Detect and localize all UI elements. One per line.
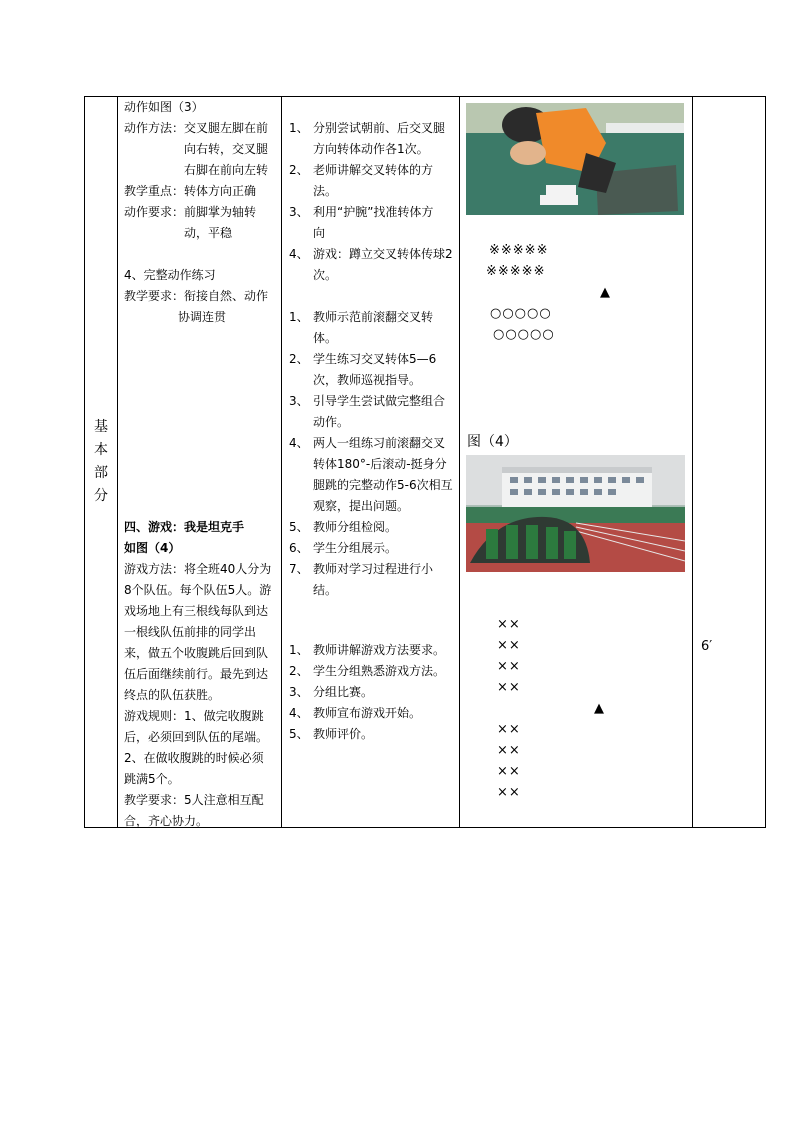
content-line: 右脚在前向左转 [184,163,269,177]
step-number: 1、 [289,310,309,324]
photo-student-crouch [466,103,684,215]
content-column [118,97,282,828]
step-number: 4、 [289,247,309,261]
section-char: 部 [94,465,108,481]
step-text: 学生练习交叉转体5—6 [313,352,437,366]
step-text: 教师分组检阅。 [313,520,398,534]
formation-c-row: ×× [497,617,521,632]
time-column [693,97,766,828]
step-number: 6、 [289,541,309,555]
lesson-plan-table [84,96,766,828]
step-text: 向 [313,226,326,240]
step-text: 利用“护腕”找准转体方 [313,205,434,219]
formation-c-row: ×× [497,680,521,695]
step-text: 转体180°-后滚动-挺身分 [313,457,447,471]
content-line: 伍后面继续前行。最先到达 [124,667,269,681]
content-line: 教学要求：衔接自然、动作 [124,289,269,303]
method-column [282,97,460,828]
step-text: 结。 [313,583,338,597]
section-char: 分 [94,488,108,504]
step-text: 教师讲解游戏方法要求。 [313,643,446,657]
step-number: 7、 [289,562,309,576]
content-line: 游戏规则：1、做完收腹跳 [124,709,264,723]
formation-a-row: ※※※※※ [486,264,546,279]
step-number: 1、 [289,643,309,657]
game-figure-ref: 如图（4） [124,541,181,555]
content-line: 8个队伍。每个队伍5人。游 [124,583,272,597]
content-line: 来，做五个收腹跳后回到队 [124,646,269,660]
step-text: 教师示范前滚翻交叉转 [313,310,434,324]
triangle-teacher-icon: ▲ [594,701,604,716]
content-line: 戏场地上有三根线每队到达 [124,604,269,618]
formation-c-row: ×× [497,638,521,653]
step-text: 教师评价。 [313,727,374,741]
section-label-cell [85,97,118,828]
step-text: 腿跳的完整动作5-6次相互 [313,478,453,492]
formation-column [460,97,693,828]
photo-student-crouch-drawing [466,103,684,215]
step-text: 分别尝试朝前、后交叉腿 [313,121,446,135]
formation-b-row: ○○○○○ [493,327,555,342]
content-line: 教学要求：5人注意相互配 [124,793,264,807]
step-text: 法。 [313,184,338,198]
formation-d-row: ×× [497,743,521,758]
step-number: 2、 [289,163,309,177]
step-text: 教师宣布游戏开始。 [313,706,422,720]
formation-d-row: ×× [497,785,521,800]
content-line: 4、完整动作练习 [124,268,216,282]
content-line: 教学重点：转体方向正确 [124,184,257,198]
step-text: 动作。 [313,415,350,429]
content-line: 协调连贯 [178,310,227,324]
step-text: 方向转体动作各1次。 [313,142,429,156]
content-line: 动作要求：前脚掌为轴转 [124,205,257,219]
step-number: 3、 [289,685,309,699]
step-text: 游戏：蹲立交叉转体传球2 [313,247,453,261]
step-text: 学生分组熟悉游戏方法。 [313,664,446,678]
step-text: 学生分组展示。 [313,541,398,555]
triangle-teacher-icon: ▲ [600,285,610,300]
content-line: 终点的队伍获胜。 [124,688,221,702]
formation-d-row: ×× [497,764,521,779]
step-number: 5、 [289,727,309,741]
formation-b-row: ○○○○○ [490,306,552,321]
step-number: 4、 [289,436,309,450]
step-number: 4、 [289,706,309,720]
step-text: 引导学生尝试做完整组合 [313,394,446,408]
content-line: 一根线队伍前排的同学出 [124,625,257,639]
content-line: 动作如图（3） [124,100,204,114]
step-text: 体。 [313,331,338,345]
section-char: 本 [94,442,108,458]
content-line: 合，齐心协力。 [124,814,209,828]
step-number: 1、 [289,121,309,135]
photo-tank-game-drawing [466,455,685,572]
step-number: 2、 [289,664,309,678]
content-line: 动，平稳 [184,226,233,240]
time-value: 6′ [701,639,713,654]
step-number: 5、 [289,520,309,534]
step-text: 观察，提出问题。 [313,499,410,513]
content-line: 2、在做收腹跳的时候必须 [124,751,264,765]
step-text: 老师讲解交叉转体的方 [313,163,434,177]
step-text: 次。 [313,268,338,282]
step-number: 3、 [289,394,309,408]
content-line: 游戏方法：将全班40人分为 [124,562,272,576]
step-text: 分组比赛。 [313,685,374,699]
figure-4-label: 图（4） [467,434,518,450]
formation-c-row: ×× [497,659,521,674]
step-number: 3、 [289,205,309,219]
photo-tank-game [466,455,685,572]
game-title: 四、游戏：我是坦克手 [124,520,245,534]
content-line: 向右转，交叉腿 [184,142,269,156]
step-text: 两人一组练习前滚翻交叉 [313,436,446,450]
step-text: 教师对学习过程进行小 [313,562,434,576]
step-number: 2、 [289,352,309,366]
formation-a-row: ※※※※※ [489,243,549,258]
step-text: 次，教师巡视指导。 [313,373,422,387]
content-line: 后，必须回到队伍的尾端。 [124,730,269,744]
section-label [85,416,117,508]
content-line: 动作方法：交叉腿左脚在前 [124,121,269,135]
section-char: 基 [94,419,108,435]
content-line: 跳满5个。 [124,772,180,786]
formation-d-row: ×× [497,722,521,737]
